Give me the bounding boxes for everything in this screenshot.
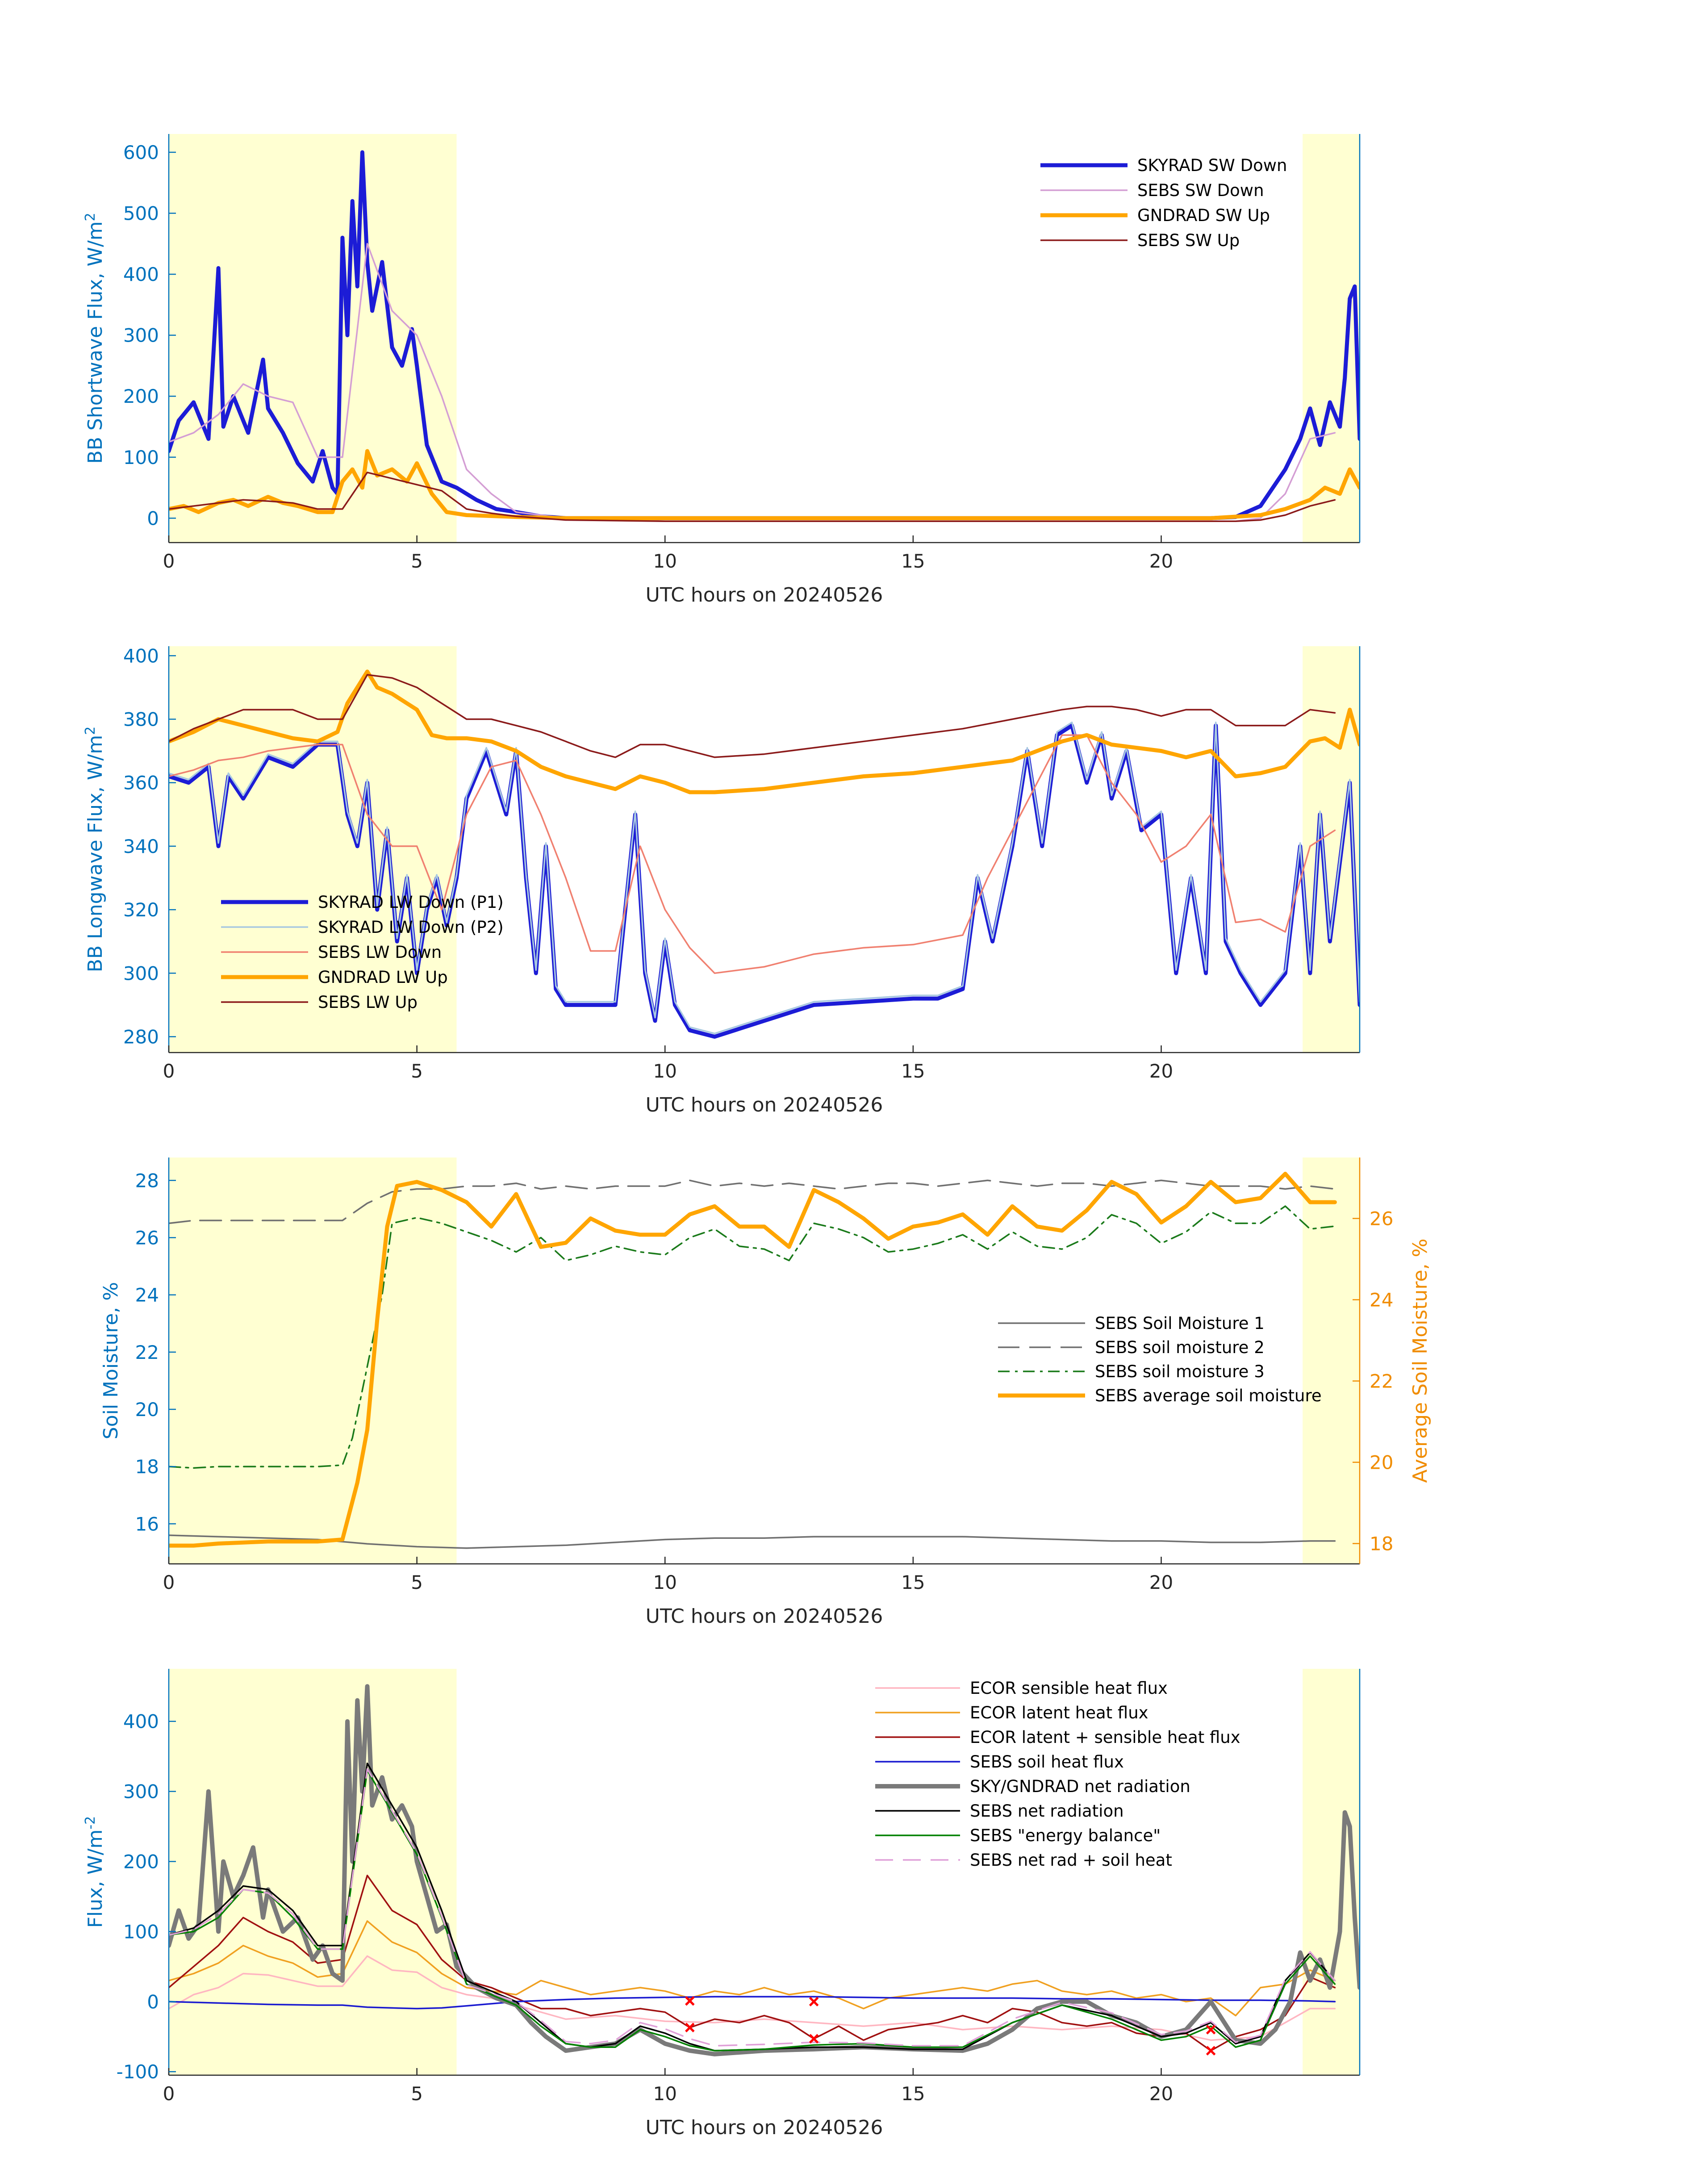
x-tick-label: 5 (411, 1060, 423, 1082)
legend-entry: GNDRAD LW Up (318, 968, 448, 987)
data-marker (810, 1997, 818, 2006)
x-tick-label: 20 (1149, 550, 1173, 572)
y-tick-label: 28 (135, 1170, 159, 1192)
chart-panel-4 (83, 1669, 1360, 2139)
legend-entry: SKYRAD LW Down (P1) (318, 893, 504, 912)
y-tick-label: 18 (135, 1456, 159, 1478)
legend-entry: SKYRAD LW Down (P2) (318, 918, 504, 937)
x-tick-label: 10 (653, 2083, 677, 2105)
legend-entry: SEBS SW Up (1137, 231, 1240, 250)
y-tick-label: 200 (123, 385, 159, 408)
y-axis-label-superscript: -2 (83, 1816, 98, 1830)
legend (998, 1314, 1322, 1405)
y-axis-label (83, 727, 107, 973)
y-tick-label: -100 (116, 2061, 159, 2083)
right-y-axis-label: Average Soil Moisture, % (1409, 1238, 1432, 1483)
legend (875, 1679, 1240, 1870)
legend-entry: SEBS Soil Moisture 1 (1095, 1314, 1265, 1333)
y-tick-label: 16 (135, 1513, 159, 1535)
right-y-tick-label: 22 (1370, 1370, 1394, 1392)
y-tick-label: 200 (123, 1851, 159, 1873)
y-tick-label: 380 (123, 708, 159, 731)
right-y-tick-label: 26 (1370, 1208, 1394, 1230)
x-tick-label: 5 (411, 2083, 423, 2105)
y-tick-label: 300 (123, 324, 159, 347)
legend-entry: ECOR sensible heat flux (970, 1679, 1168, 1698)
legend-entry: SEBS LW Up (318, 993, 418, 1012)
x-axis-label: UTC hours on 20240526 (645, 584, 883, 606)
legend-entry: SEBS LW Down (318, 943, 442, 962)
legend-entry: SEBS net rad + soil heat (970, 1851, 1172, 1870)
legend-entry: SEBS soil moisture 2 (1095, 1338, 1265, 1357)
y-tick-label: 0 (147, 507, 159, 530)
night-band (1303, 134, 1360, 543)
x-axis-label: UTC hours on 20240526 (645, 1094, 883, 1116)
legend-entry: ECOR latent + sensible heat flux (970, 1728, 1240, 1747)
y-tick-label: 300 (123, 1780, 159, 1803)
x-axis-label: UTC hours on 20240526 (645, 1605, 883, 1628)
x-axis-label: UTC hours on 20240526 (645, 2116, 883, 2139)
y-axis-label (100, 1282, 122, 1439)
night-band (1303, 1157, 1360, 1564)
x-tick-label: 15 (901, 1060, 925, 1082)
x-tick-label: 10 (653, 1060, 677, 1082)
y-tick-label: 320 (123, 899, 159, 921)
y-axis-label (83, 1816, 107, 1928)
legend-entry: SEBS soil moisture 3 (1095, 1362, 1265, 1381)
x-tick-label: 15 (901, 1571, 925, 1593)
x-tick-label: 0 (163, 1571, 175, 1593)
legend-entry: SEBS soil heat flux (970, 1752, 1124, 1772)
legend-entry: SKYRAD SW Down (1137, 156, 1287, 175)
y-tick-label: 300 (123, 962, 159, 985)
y-tick-label: 100 (123, 1921, 159, 1943)
x-tick-label: 20 (1149, 1571, 1173, 1593)
legend-entry: ECOR latent heat flux (970, 1703, 1148, 1722)
chart-panel-3 (100, 1157, 1432, 1628)
chart-panel-1 (83, 134, 1360, 606)
y-tick-label: 400 (123, 263, 159, 286)
y-axis-label-superscript: 2 (83, 213, 98, 221)
legend-entry: SEBS SW Down (1137, 181, 1264, 200)
y-axis-label-text: BB Shortwave Flux, W/m (84, 221, 107, 464)
right-y-tick-label: 20 (1370, 1451, 1394, 1474)
x-tick-label: 10 (653, 550, 677, 572)
y-tick-label: 500 (123, 202, 159, 225)
y-tick-label: 360 (123, 772, 159, 794)
y-tick-label: 24 (135, 1284, 159, 1306)
x-tick-label: 15 (901, 2083, 925, 2105)
y-tick-label: 22 (135, 1341, 159, 1363)
y-axis-label-superscript: 2 (83, 726, 98, 735)
y-tick-label: 340 (123, 835, 159, 857)
y-axis-label-text: Flux, W/m (84, 1829, 107, 1928)
x-tick-label: 0 (163, 1060, 175, 1082)
x-tick-label: 5 (411, 1571, 423, 1593)
chart-panel-2 (83, 645, 1360, 1116)
legend-entry: GNDRAD SW Up (1137, 206, 1270, 225)
y-tick-label: 26 (135, 1227, 159, 1249)
legend-entry: SEBS "energy balance" (970, 1826, 1161, 1845)
y-axis-label-text: BB Longwave Flux, W/m (84, 735, 107, 973)
legend-entry: SEBS net radiation (970, 1801, 1124, 1821)
x-tick-label: 0 (163, 550, 175, 572)
x-tick-label: 5 (411, 550, 423, 572)
legend-entry: SEBS average soil moisture (1095, 1386, 1322, 1405)
right-y-tick-label: 24 (1370, 1289, 1394, 1311)
x-tick-label: 20 (1149, 2083, 1173, 2105)
x-tick-label: 10 (653, 1571, 677, 1593)
y-tick-label: 400 (123, 1710, 159, 1733)
x-tick-label: 15 (901, 550, 925, 572)
y-tick-label: 0 (147, 1991, 159, 2013)
y-tick-label: 600 (123, 141, 159, 163)
x-tick-label: 20 (1149, 1060, 1173, 1082)
y-tick-label: 400 (123, 645, 159, 667)
right-y-tick-label: 18 (1370, 1533, 1394, 1555)
legend-entry: SKY/GNDRAD net radiation (970, 1777, 1190, 1796)
data-marker (1207, 2047, 1215, 2055)
y-tick-label: 100 (123, 446, 159, 468)
y-tick-label: 20 (135, 1398, 159, 1421)
x-tick-label: 0 (163, 2083, 175, 2105)
y-axis-label-text: Soil Moisture, % (100, 1282, 122, 1440)
legend (1040, 156, 1287, 250)
data-marker (686, 2023, 694, 2031)
y-axis-label (83, 213, 107, 464)
y-tick-label: 280 (123, 1026, 159, 1048)
